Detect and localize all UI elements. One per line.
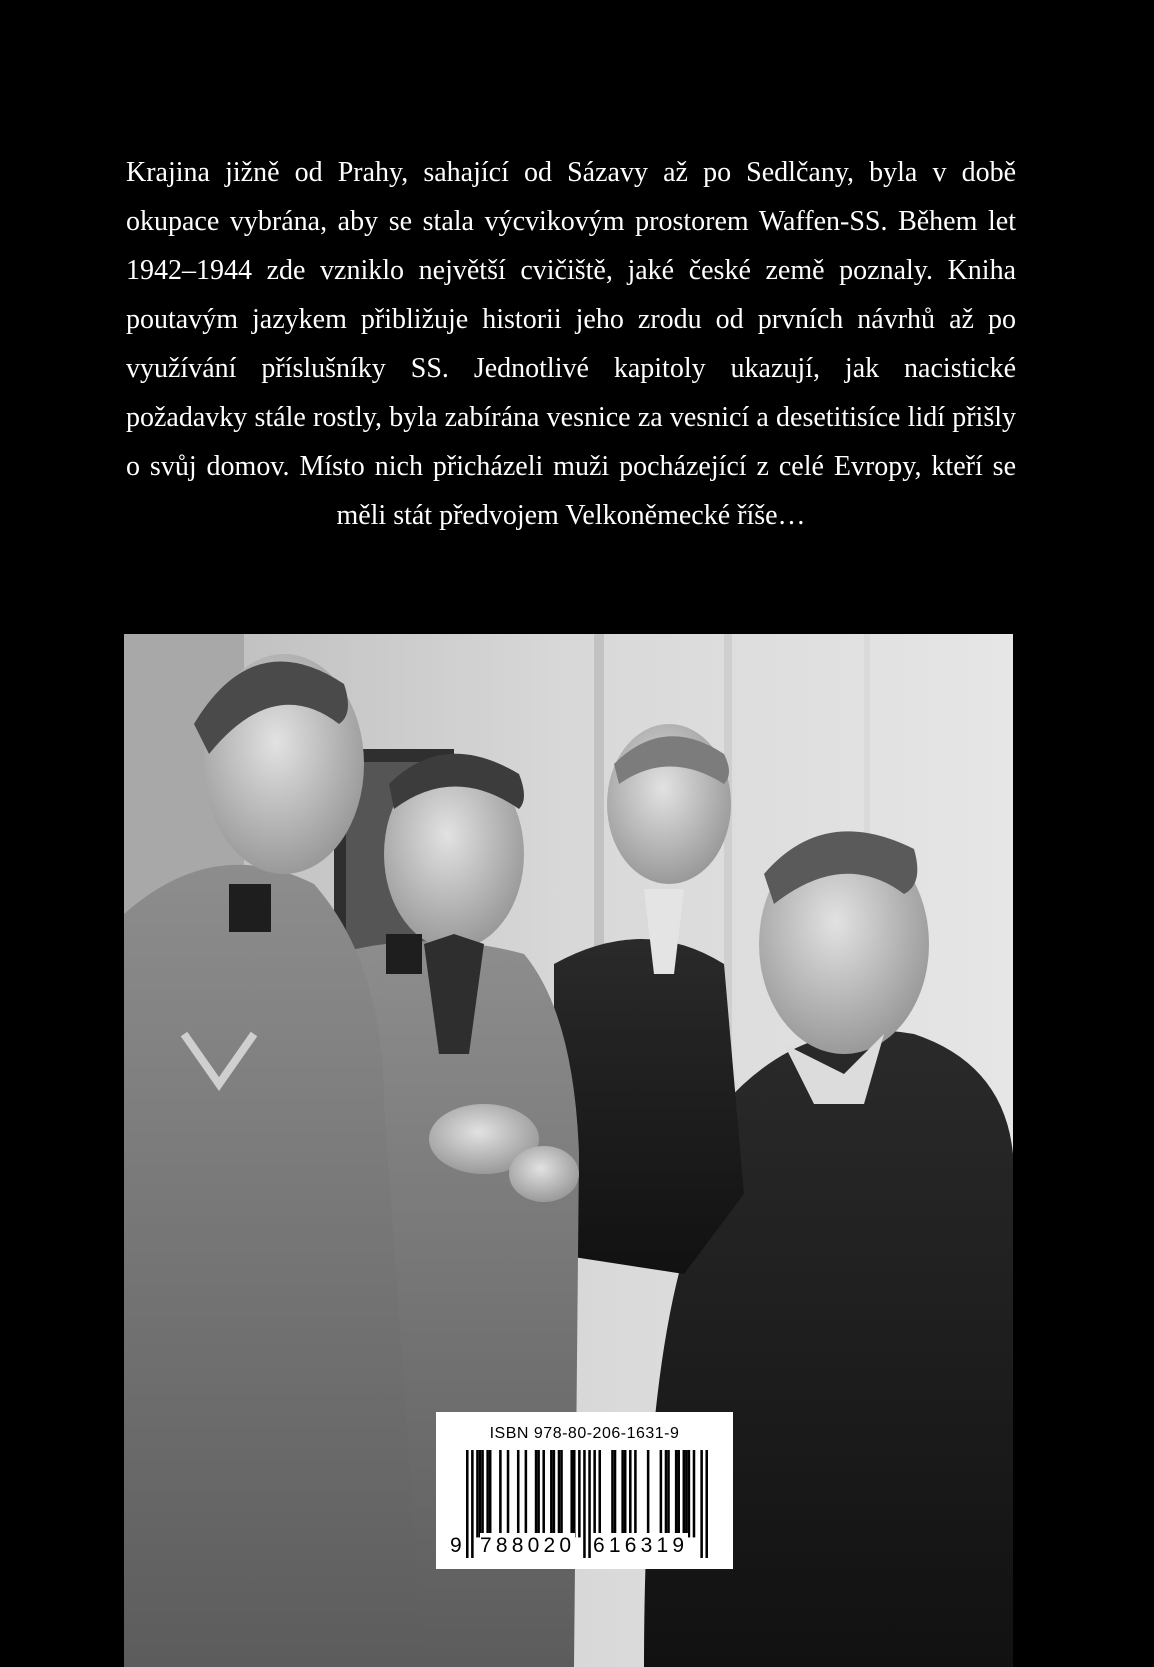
barcode-bar xyxy=(535,1450,538,1537)
barcode-bar xyxy=(578,1450,581,1537)
barcode-bar xyxy=(476,1450,479,1537)
barcode-bar xyxy=(621,1450,624,1537)
barcode-bar xyxy=(647,1450,650,1537)
barcode-bar xyxy=(466,1450,469,1558)
barcode-bar xyxy=(537,1450,540,1537)
barcode-bar xyxy=(675,1450,678,1537)
barcode-bar xyxy=(700,1450,703,1558)
barcode-bar xyxy=(550,1450,553,1537)
barcode-bar xyxy=(588,1450,591,1558)
barcode-bar xyxy=(614,1450,617,1537)
barcode-bar xyxy=(471,1450,474,1558)
barcode-bar xyxy=(558,1450,561,1537)
barcode-bar xyxy=(685,1450,688,1537)
barcode-bar xyxy=(499,1450,502,1537)
blurb-text: Krajina jižně od Prahy, sahající od Sázavy až po Sedlčany, byla v době okupace vybrána, aby se stala výcvikovým prostorem Waffen-SS. Během let 1942–1944 zde vzniklo největší cvičiště, jaké české země poznaly. Kniha poutavým jazykem přibližuje historii jeho zrodu od prvních návrhů až po využívání příslušníky SS. Jednotlivé kapitoly ukazují, jak nacistické požadavky stále rostly, byla zabírána vesnice za vesnicí a desetitisíce lidí přišly o svůj domov. Místo nich přicházeli muži pocházející z celé Evropy, kteří se měli stát předvojem Velkoněmecké říše… xyxy=(126,157,1016,531)
barcode-bar xyxy=(667,1450,670,1537)
barcode-lead-digit: 9 xyxy=(450,1534,462,1557)
barcode-bar xyxy=(683,1450,686,1537)
barcode-bar xyxy=(560,1450,563,1537)
barcode-bar xyxy=(542,1450,545,1537)
barcode-bar xyxy=(489,1450,492,1537)
barcode-bar xyxy=(570,1450,573,1537)
barcode-bar xyxy=(705,1450,708,1558)
barcode-bar xyxy=(665,1450,668,1537)
barcode-bar xyxy=(677,1450,680,1537)
barcode-bar xyxy=(593,1450,596,1537)
barcode-bar xyxy=(479,1450,482,1537)
barcode-bar xyxy=(598,1450,601,1537)
barcode-bar xyxy=(611,1450,614,1537)
barcode-left-digits: 788020 xyxy=(480,1534,576,1557)
barcode-bar xyxy=(486,1450,489,1537)
barcode-bar xyxy=(624,1450,627,1537)
barcode-bar xyxy=(660,1450,663,1537)
barcode-bar xyxy=(688,1450,691,1537)
barcode-bar xyxy=(573,1450,576,1537)
barcode-right-digits: 616319 xyxy=(593,1534,689,1557)
barcode-bar xyxy=(507,1450,510,1537)
barcode-bar xyxy=(517,1450,520,1537)
barcode-bar xyxy=(553,1450,556,1537)
barcode-bar xyxy=(693,1450,696,1537)
barcode-bar xyxy=(583,1450,586,1558)
isbn-label: ISBN 978-80-206-1631-9 xyxy=(489,1425,680,1442)
barcode-bar xyxy=(525,1450,528,1537)
barcode-bar xyxy=(629,1450,632,1537)
barcode-bar xyxy=(481,1450,484,1537)
isbn-barcode xyxy=(436,1412,733,1569)
barcode-bar xyxy=(634,1450,637,1537)
